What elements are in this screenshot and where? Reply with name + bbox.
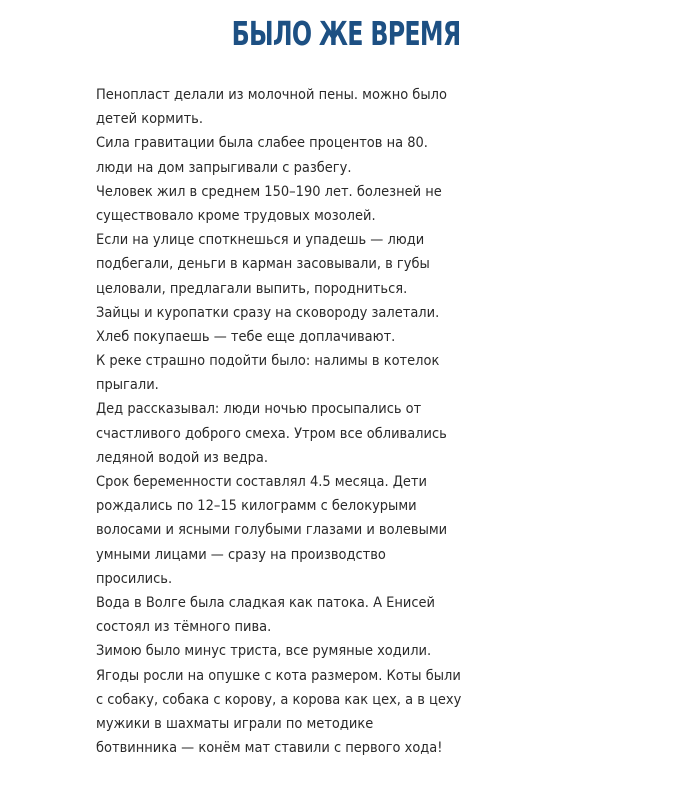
text-line: Хлеб покупаешь — тебе еще доплачивают. xyxy=(96,328,396,345)
text-line: рождались по 12–15 килограмм с белокурыми xyxy=(96,498,417,515)
page-title: БЫЛО ЖЕ ВРЕМЯ xyxy=(231,14,461,53)
text-line: волосами и ясными голубыми глазами и волевыми xyxy=(96,522,448,539)
text-line: К реке страшно подойти было: налимы в котелок xyxy=(96,353,440,370)
text-line: Пенопласт делали из молочной пены. можно было xyxy=(96,87,447,103)
text-line: прыгали. xyxy=(96,377,159,394)
text-line: с собаку, собака с корову, а корова как цех, а в цеху xyxy=(96,691,462,708)
text-line: Сила гравитации была слабее процентов на 80. xyxy=(96,135,428,152)
text-line: ботвинника — конём мат ставили с первого хода! xyxy=(96,740,443,757)
text-line: Срок беременности составлял 4.5 месяца. Дети xyxy=(96,474,427,490)
text-line: Человек жил в среднем 150–190 лет. болезней не xyxy=(96,183,442,200)
text-line: состоял из тёмного пива. xyxy=(96,619,272,636)
text-line: Зайцы и куропатки сразу на сковороду залетали. xyxy=(96,304,440,321)
text-line: Вода в Волге была сладкая как патока. А Енисей xyxy=(96,594,435,611)
text-line: целовали, предлагали выпить, породниться. xyxy=(96,280,408,297)
text-line: просились. xyxy=(96,570,173,587)
text-line: Если на улице споткнешься и упадешь — люди xyxy=(96,232,425,249)
text-body xyxy=(96,83,616,760)
text-line: счастливого доброго смеха. Утром все обливались xyxy=(96,425,447,442)
text-line: мужики в шахматы играли по методике xyxy=(96,715,374,732)
text-line: детей кормить. xyxy=(96,111,203,128)
text-line: Зимою было минус триста, все румяные ходили. xyxy=(96,643,432,660)
text-line: Ягоды росли на опушке с кота размером. Коты были xyxy=(96,667,461,684)
text-line: подбегали, деньги в карман засовывали, в губы xyxy=(96,256,430,273)
text-line: люди на дом запрыгивали с разбегу. xyxy=(96,159,352,176)
text-line: Дед рассказывал: люди ночью просыпались от xyxy=(96,401,422,418)
text-line: умными лицами — сразу на производство xyxy=(96,546,386,563)
text-line: существовало кроме трудовых мозолей. xyxy=(96,207,376,224)
text-line: ледяной водой из ведра. xyxy=(96,449,269,466)
